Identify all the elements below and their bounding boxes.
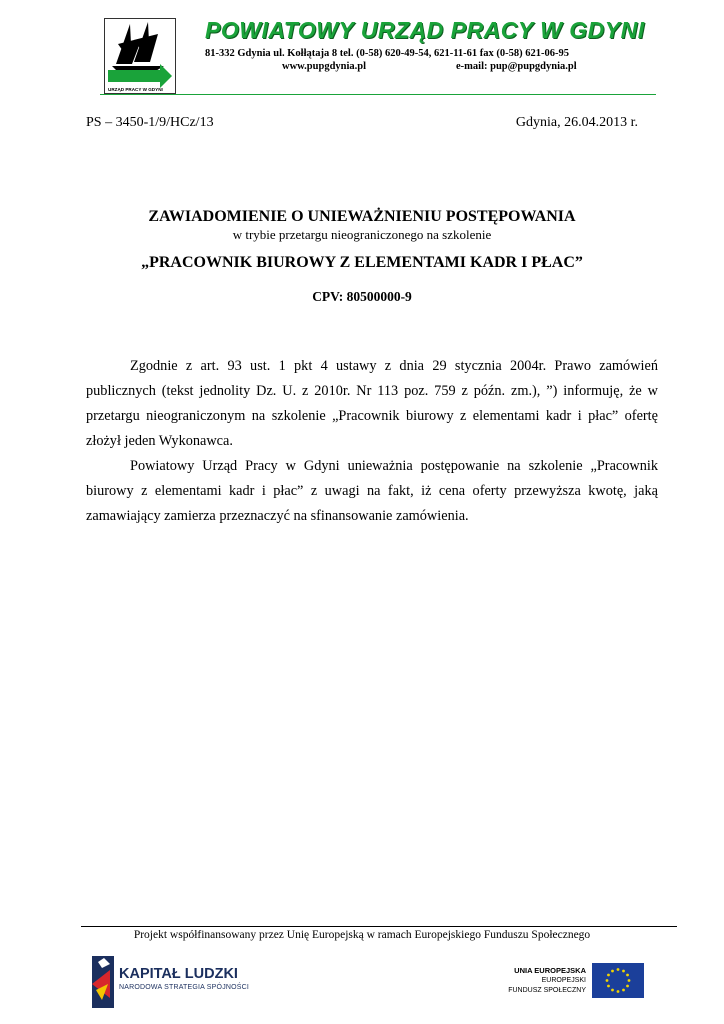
kapital-ludzki-logo	[88, 954, 238, 1010]
kapital-ludzki-name: KAPITAŁ LUDZKI	[119, 966, 238, 982]
training-name: „PRACOWNIK BIUROWY Z ELEMENTAMI KADR I PŁAC”	[141, 254, 583, 271]
eu-star	[622, 989, 625, 992]
header-divider	[100, 94, 656, 95]
organization-title: POWIATOWY URZĄD PRACY W GDYNI	[205, 17, 645, 43]
eu-flag-icon	[592, 963, 644, 998]
eu-star	[617, 990, 620, 993]
body-text	[86, 354, 658, 529]
eu-star	[607, 974, 610, 977]
eu-label-line2: EUROPEJSKI	[541, 977, 586, 984]
place-and-date: Gdynia, 26.04.2013 r.	[515, 115, 638, 130]
cpv-code: CPV: 80500000-9	[312, 289, 412, 304]
kapital-ludzki-subtitle: NARODOWA STRATEGIA SPÓJNOŚCI	[119, 984, 250, 991]
organization-website: www.pupgdynia.pl	[282, 61, 367, 72]
eu-star	[626, 985, 629, 988]
organization-email: e-mail: pup@pupgdynia.pl	[456, 61, 577, 72]
eu-star	[611, 989, 614, 992]
eu-star	[611, 970, 614, 973]
eu-star	[617, 968, 620, 971]
footer-note: Projekt współfinansowany przez Unię Europejską w ramach Europejskiego Funduszu Społecznego	[133, 929, 591, 941]
eu-label-line1: UNIA EUROPEJSKA	[514, 966, 586, 975]
eu-star	[606, 979, 609, 982]
eu-label-line3: FUNDUSZ SPOŁECZNY	[508, 987, 586, 994]
notice-title: ZAWIADOMIENIE O UNIEWAŻNIENIU POSTĘPOWANIA	[148, 208, 576, 225]
eu-star	[622, 970, 625, 973]
eu-star	[626, 974, 629, 977]
ship-arrow-logo	[104, 18, 176, 94]
organization-address: 81-332 Gdynia ul. Kołłątaja 8 tel. (0-58) 620-49-54, 621-11-61 fax (0-58) 621-06-95	[205, 48, 569, 59]
reference-number: PS – 3450-1/9/HCz/13	[86, 115, 214, 130]
notice-subtitle: w trybie przetargu nieograniczonego na szkolenie	[232, 227, 492, 242]
body-paragraph-1: Zgodnie z art. 93 ust. 1 pkt 4 ustawy z dnia 29 stycznia 2004r. Prawo zamówień publicznych (tekst jednolity Dz. U. z 2010r. Nr 113 poz. 759 z późn. zm.), ”) informuję, że w przetargu nieograniczonym na szkolenie „Pracownik biurowy z elementami kadr i płac” ofertę złożył jeden Wykonawca.	[86, 358, 658, 449]
eu-star	[607, 985, 610, 988]
footer-divider	[81, 926, 677, 927]
eu-star	[628, 979, 631, 982]
body-paragraph-2: Powiatowy Urząd Pracy w Gdyni unieważnia postępowanie na szkolenie „Pracownik biurowy z elementami kadr i płac” z uwagi na fakt, iż cena oferty przewyższa kwotę, jaką zamawiający zamierza przeznaczyć na sfinansowanie zamówienia.	[86, 458, 658, 524]
logo-caption: URZĄD PRACY W GDYNI	[108, 87, 163, 92]
